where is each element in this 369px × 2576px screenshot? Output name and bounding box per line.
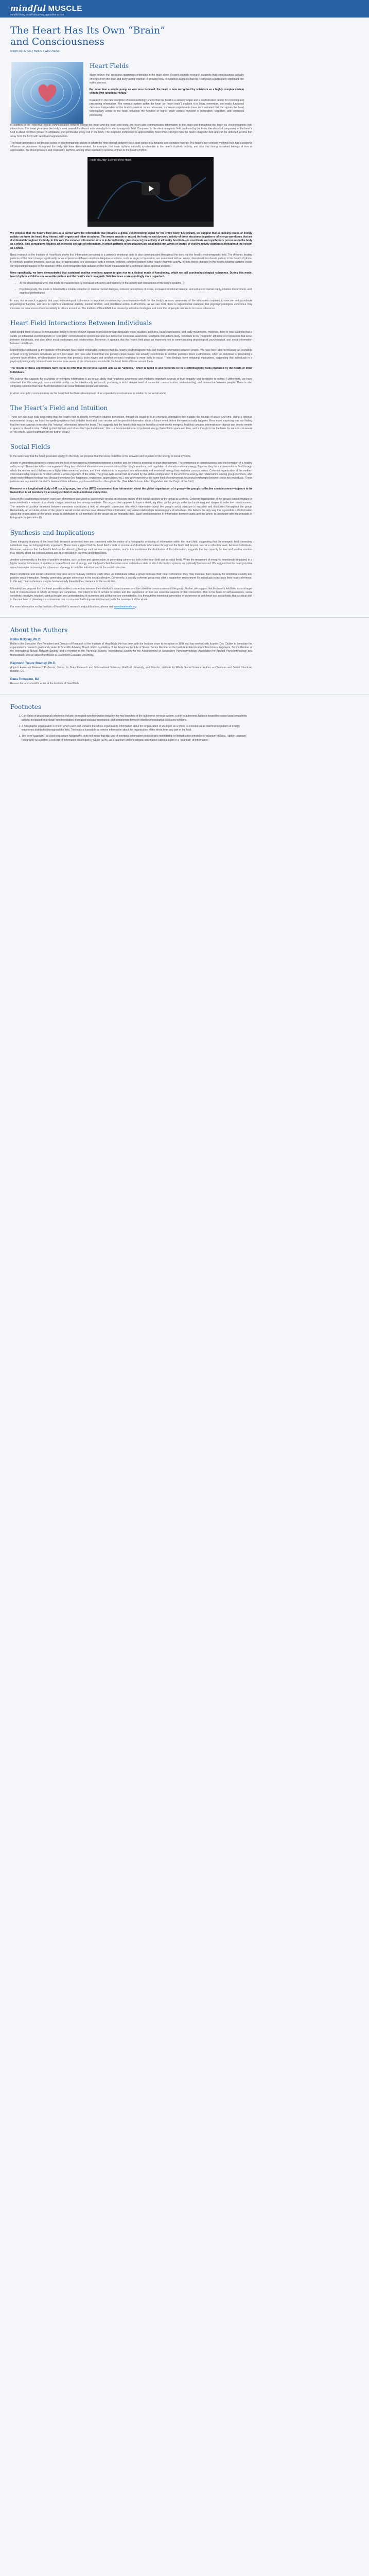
interactions-p2: Experiments conducted at the Institute of HeartMath have found remarkable evidence that the heart’s electromagnetic field can transmit information between people. We have been able to measure an exchange of heart energy between individuals up to 5 feet apart. We have also found that one person’s brain waves can actually synchronize to another person’s heart. Furthermore, when an individual is generating a coherent heart rhythm, synchronization between that person’s brain waves and another person’s heartbeat is more likely to occur. These findings have intriguing implications, suggesting that individuals in a psychophysiologically coherent state become more aware of the information encoded in the heart fields of those around them. bbox=[10, 349, 252, 364]
intuition-p1: There are also new data suggesting that the heart’s field is directly involved in intuitive perception, through its coupling to an energetic information field outside the bounds of space and time. Using a rigorous experimental design, we found compelling evidence that both the heart and brain receive and respond to information about a future event before the event actually happens. Even more surprising was our finding that the heart appears to receive this “intuitive” information before the brain. This suggests that the heart’s field may be linked to a more subtle energetic field that contains information on objects and events remote in space or ahead in time. Called by Karl Pribram and others the “spectral domain,” this is a fundamental order of potential energy that enfolds space and time, and is thought to be the basis for our consciousness of “the whole.” (See heartmath.org for further detail.) bbox=[10, 416, 252, 434]
heart-fields-callout bbox=[90, 88, 244, 96]
section-heading-about: About the Authors bbox=[10, 626, 68, 634]
brand-script: mindful bbox=[10, 4, 46, 13]
author-bio: Adjunct Associate Research Professor, Center for Brain Research and Informational Sciences, Radford University, and Director, Institute for Whole Social Science. Author — Charisma and Social Structure; Boulder, CO. bbox=[10, 666, 252, 673]
heart-fields-p5: Basic research at the Institute of HeartMath shows that information pertaining to a person’s emotional state is also communicated throughout the body via the heart’s electromagnetic field. The rhythmic beating patterns of the heart change significantly as we experience different emotions. Negative emotions, such as anger or frustration, are associated with an erratic, disordered, incoherent pattern in the heart’s rhythms. In contrast, positive emotions, such as love or appreciation, are associated with a smooth, ordered, coherent pattern in the heart’s rhythmic activity. In turn, these changes in the heart’s beating patterns create corresponding changes in the structure of the electromagnetic field radiated by the heart, measurable by a technique called spectral analysis. bbox=[10, 253, 252, 268]
synthesis-p3: Heart coherence and social coherence may also act to mutually reinforce each other. As individuals within a group increase their heart coherence, they may increase their capacity for emotional stability and positive social interaction, thereby generating greater coherence in the social collective. Conversely, a socially coherent group may offer a supportive environment for individuals to increase their heart coherence. In this way, heart coherence may be fundamentally linked to the coherence of the social field. bbox=[10, 572, 252, 584]
byline[interactable]: MINDFULLIVING | BRAIN / WELLNESS bbox=[10, 49, 60, 53]
author-bio: Rollin is the Executive Vice President and Director of Research of the Institute of HeartMath. He has been with the Institute since its inception in 1991 and has worked with founder Doc Childre to formulate the organization’s research goals and create its Scientific Advisory Board. Rollin is a Fellow of the American Institute of Stress, Senior Member of the Institute of Electrical and Electronics Engineers, Senior Member of the International Neural Network Society, and a member of the Pavlovian Society, International Society for the Advancement of Respiratory Psychophysiology, Association for Applied Psychophysiology and Biofeedback, and an adjunct professor at Claremont Graduate University. bbox=[10, 642, 252, 657]
interactions-callout bbox=[10, 367, 252, 375]
interactions-p4: In short, energetic communication via the heart field facilitates development of an expanded consciousness in relation to our social world. bbox=[10, 392, 166, 395]
heartmath-link[interactable]: www.heartmath.org bbox=[114, 605, 136, 608]
author-card bbox=[10, 638, 252, 657]
synthesis-p2: Another commonality is the role of positive emotions, such as love and appreciation, in generating coherence both in the heart field and in social fields. When the movement of energy is intentionally regulated to a higher level of coherence, it enables a more efficient use of energy, and the heart’s field becomes more ordered—a state in which the body’s systems are optimally harmonized. We suggest that the heart provides a mechanism for increasing the coherence of energy in both the individual and in the social collective. bbox=[10, 558, 252, 569]
author-card bbox=[10, 662, 252, 673]
heart-fields-p2: In addition to the extensive neural communication network linking the heart and the brain and body, the heart also communicates information to the brain and throughout the body via electromagnetic field interactions. The heart generates the body’s most powerful and most extensive rhythmic electromagnetic field. Compared to the electromagnetic field produced by the brain, the electrical component of the heart’s field is about 60 times greater in amplitude, and permeates every cell in the body. The magnetic component is approximately 5000 times stronger than the brain’s magnetic field and can be detected several feet away from the body with sensitive magnetometers. bbox=[10, 123, 252, 138]
footnotes-list bbox=[22, 715, 252, 742]
section-heading-synthesis: Synthesis and Implications bbox=[10, 529, 95, 536]
site-logo[interactable] bbox=[10, 3, 82, 17]
author-name: Rollin McCraty, Ph.D. bbox=[10, 638, 42, 642]
heart-illustration-icon bbox=[11, 62, 83, 124]
brand-tagline: mindful living is self-discovery, a positive action bbox=[10, 13, 64, 16]
social-p1: In the same way that the heart generates energy in the body, we propose that the social collective is the activator and regulator of the energy in social systems. bbox=[10, 454, 191, 458]
heart-fields-p1: Research in the new discipline of neurocardiology shows that the heart is a sensory organ and a sophisticated center for receiving and processing information. The nervous system within the heart (or “heart brain”) enables it to learn, remember, and make functional decisions independent of the brain’s cerebral cortex. Moreover, numerous experiments have demonstrated that the signals the heart continuously sends to the brain influence the function of higher brain centers involved in perception, cognition, and emotional processing. bbox=[90, 98, 244, 117]
list-item: • Psychologically, this mode is linked with a notable reduction in internal mental dialogue, reduced perceptions of stress, increased emotional balance, and enhanced mental clarity, intuitive discernment, and cognitive performance. bbox=[20, 288, 252, 296]
interactions-p3: We believe this capacity for exchange of energetic information is an innate ability that heightens awareness and mediates important aspects of true empathy and sensitivity to others. Furthermore, we have observed that this energetic communication ability can be intentionally enhanced, producing a much deeper level of nonverbal communication, understanding, and connection between people. There is also intriguing evidence that heart field interactions can occur between people and animals. bbox=[10, 377, 252, 388]
heart-fields-p6-text: More specifically, we have demonstrated that sustained positive emotions appear to give rise to a distinct mode of functioning, which we call psychophysiological coherence. During this mode, heart rhythms exhibit a sine wave-like pattern and the heart’s electromagnetic field becomes correspondingly more organized. bbox=[10, 271, 252, 279]
heart-fields-p4 bbox=[10, 232, 252, 250]
author-name: Dana Tomasino, BA bbox=[10, 678, 40, 682]
divider bbox=[0, 617, 369, 618]
heart-fields-intro: Many believe that conscious awareness originates in the brain alone. Recent scientific research suggests that consciousness actually emerges from the brain and body acting together. A growing body of evidence suggests that the heart plays a particularly significant role in this process. bbox=[90, 74, 244, 84]
synthesis-p5 bbox=[10, 605, 252, 609]
heart-fields-p4-text: We propose that the heart’s field acts as a carrier wave for information that provides a global synchronizing signal for the entire body. Specifically, we suggest that as pulsing waves of energy radiate out from the heart, they interact with organs and other structures. The waves encode or record the features and dynamic activity of these structures in patterns of energy waveforms that are distributed throughout the body. In this way, the encoded information acts to in-form (literally, give shape to) the activity of all bodily functions—to coordinate and synchronize processes in the body as a whole. This perspective requires an energetic concept of information, in which patterns of organization are embedded into waves of energy of system activity distributed throughout the system as a whole. bbox=[10, 231, 252, 250]
interactions-p1: Most people think of social communication solely in terms of overt signals expressed through language, voice qualities, gestures, facial expressions, and body movements. However, there is now evidence that a subtle yet influential electromagnetic or “energetic” communication system operates just below our conscious awareness. Energetic interactions likely contribute to the “magnetic” attractions or repulsions that occur between individuals, and also affect social exchanges and relationships. Moreover, it appears that the heart’s field plays an important role in communicating physiological, psychological, and social information between individuals. bbox=[10, 331, 252, 346]
synthesis-p1: Some intriguing features of the heart field research presented here are consistent with the notion of a holographic encoding of information within the heart field, suggesting that the energetic field connecting individuals may be holographically organized. These data suggest that the heart field is able to encode and distribute information throughout the body and beyond, and at a collective level, between individuals. Moreover, evidence that the heart’s field can be altered by feelings such as love or appreciation, and in turn modulates the distribution of this information, suggests that our capacity for love and positive emotion may directly affect our consciousness and its expression in our lives and interactions. bbox=[10, 540, 252, 555]
section-heading-heart-fields: Heart Fields bbox=[90, 62, 129, 70]
social-p2: A body of groundbreaking work shows how the field of interpersonal information between a mother and her infant is essential to brain development. The emergence of consciousness, and the formation of a healthy self-concept. These interactions are organized along two relational dimensions—communication of the baby’s emotions, and regulation of shared emotional energy. Together they form a bio-emotional field through which the mother and child become a highly interconnected system, and their relationship is organized into information and emotional energy that mediates consciousness. Coherent organization of the mother-child relationship shapes its direction within a whole-organism of the other. The group-wide social field is shaped by the stable configuration of the emotional energy and relationships among group members, who share many different feelings and pleasant emotions (joy, happiness, excitement, appreciation, etc.), and who experience the same kind of synchronous, reciprocal exchanges between these two individuals. These patterns are imprinted in the child’s brain and thus influence psychosocial function throughout life. (See Allan Schore, Affect Regulation and the Origin of the Self.) bbox=[10, 462, 252, 484]
list-item: 1. Correlates of physiological coherence include: increased synchronization between the two branches of the autonomic nervous system, a shift in autonomic balance toward increased parasympathetic activity, increased heart-brain synchronization, increased vascular resonance, and entrainment between diverse physiological oscillatory systems. bbox=[22, 715, 252, 722]
social-p3: Data on the relationships between each pair of members was used to successfully predict an accurate image of the social structure of the group as a whole. Coherent organization of the group’s social structure is associated with a network of positively charged emotional ties among members. This organization appears to have a stabilizing effect on the group’s collective functioning and shapes its collective consciousness. The network of positive emotions between members constitutes a field of energetic connection into which information about the group’s social structure is encoded and distributed throughout the group. Remarkably, an accurate picture of the group’s overall social structure was obtained from information only about relationships between pairs of individuals. We believe the only way this is possible is if information about the organization of the whole group is distributed to all members of the group via an energetic field. Such correspondence in information between parts and the whole is consistent with the principle of holographic organization (²). bbox=[10, 498, 252, 520]
callout-text: Far more than a simple pump, as was once believed, the heart is now recognized by scientists as a highly complex system with its own functional “brain.” bbox=[90, 88, 244, 95]
author-name: Raymond Trevor Bradley, Ph.D. bbox=[10, 662, 57, 665]
social-callout-text: Moreover in a longitudinal study of 46 social groups, one of us (RTB) documented how information about the global organization of a group—the group’s collective consciousness—appears to be transmitted to all members by an energetic field of socio-emotional connection. bbox=[10, 487, 252, 494]
video-title[interactable]: Rollin McCraty: Science of the Heart bbox=[90, 158, 131, 162]
author-card bbox=[10, 677, 252, 686]
site-header bbox=[0, 0, 369, 18]
section-heading-intuition: The Heart’s Field and Intuition bbox=[10, 404, 108, 412]
coherence-list bbox=[20, 282, 252, 295]
social-callout bbox=[10, 487, 252, 495]
interactions-callout-text: The results of these experiments have led us to infer that the nervous system acts as an “antenna,” which is tuned to and responds to the electromagnetic fields produced by the hearts of other individuals. bbox=[10, 367, 252, 374]
section-heading-social: Social Fields bbox=[10, 443, 50, 451]
video-player[interactable] bbox=[87, 157, 214, 227]
list-item: 2. A holographic organization is one in which each part contains the whole organization. Information about the organization of an object as a whole is encoded as an interference pattern of energy waveforms distributed throughout the field. This makes it possible to retrieve information about the organization of the whole from any part of the field. bbox=[22, 725, 252, 733]
play-button-icon[interactable] bbox=[142, 182, 160, 195]
heart-hero-image bbox=[11, 62, 83, 124]
section-heading-interactions: Heart Field Interactions Between Individuals bbox=[10, 319, 152, 327]
author-bio: Researcher and scientific writer at the Institute of HeartMath. bbox=[10, 682, 80, 685]
page-title: The Heart Has Its Own “Brain” and Consciousness bbox=[10, 25, 165, 47]
heart-fields-p6 bbox=[10, 272, 252, 279]
section-heading-footnotes: Footnotes bbox=[10, 703, 41, 710]
video-controls[interactable] bbox=[87, 222, 214, 227]
list-item: 3. The term “quantum,” as used in quantum holography, does not mean that this kind of energetic information processing is restricted to or limited to the principles of quantum physics. Rather, quantum holography is based on a concept of information developed by Gabor (1946) as a quantum unit of energetic information called a logon or a “quantum” of information. bbox=[22, 735, 252, 742]
brand-word: MUSCLE bbox=[48, 4, 82, 13]
synthesis-p5-text: For more information on the Institute of HeartMath’s research and publications, please visit bbox=[10, 605, 114, 608]
heart-fields-p3: The heart generates a continuous series of electromagnetic pulses in which the time interval between each beat varies in a dynamic and complex manner. The heart’s ever-present rhythmic field has a powerful influence on processes throughout the body. We have demonstrated, for example, that brain rhythms naturally synchronize to the heart’s rhythmic activity, and also that during sustained feelings of love or appreciation, the blood pressure and respiratory rhythms, among other oscillatory systems, entrain to the heart’s rhythm. bbox=[10, 141, 252, 152]
heart-fields-p7: In sum, our research suggests that psychophysiological coherence is important in enhancing consciousness—both for the body’s sensory awareness of the information required to execute and coordinate physiological function, and also to optimize emotional stability, mental function, and intentional action. Furthermore, as we see next, there is experimental evidence that psychophysiological coherence may increase our awareness of and sensitivity to others around us. The Institute of HeartMath has created practical technologies and tools that all people can use to increase coherence. bbox=[10, 299, 252, 310]
synthesis-p4: Ultimately, we propose that the heart provides a direct connection between the individual’s consciousness and the collective consciousness of the group. Further, we suggest that the heart’s field links us to a larger field of consciousness in which all things are connected. The intent to be of service to others and the experience of love are essential aspects of this connection. This is the basis of self-awareness, social sensitivity, creativity, intuition, spiritual insight, and understanding of ourselves and all that we are connected to. It is through the intentional generation of coherence in both heart and social fields that a critical shift to the next level of planetary consciousness can occur—one that brings us into harmony with the movement of the whole. bbox=[10, 587, 252, 602]
list-item: • At the physiological level, this mode is characterized by increased efficiency and harmony in the activity and interactions of the body’s systems. (¹) bbox=[20, 282, 252, 285]
